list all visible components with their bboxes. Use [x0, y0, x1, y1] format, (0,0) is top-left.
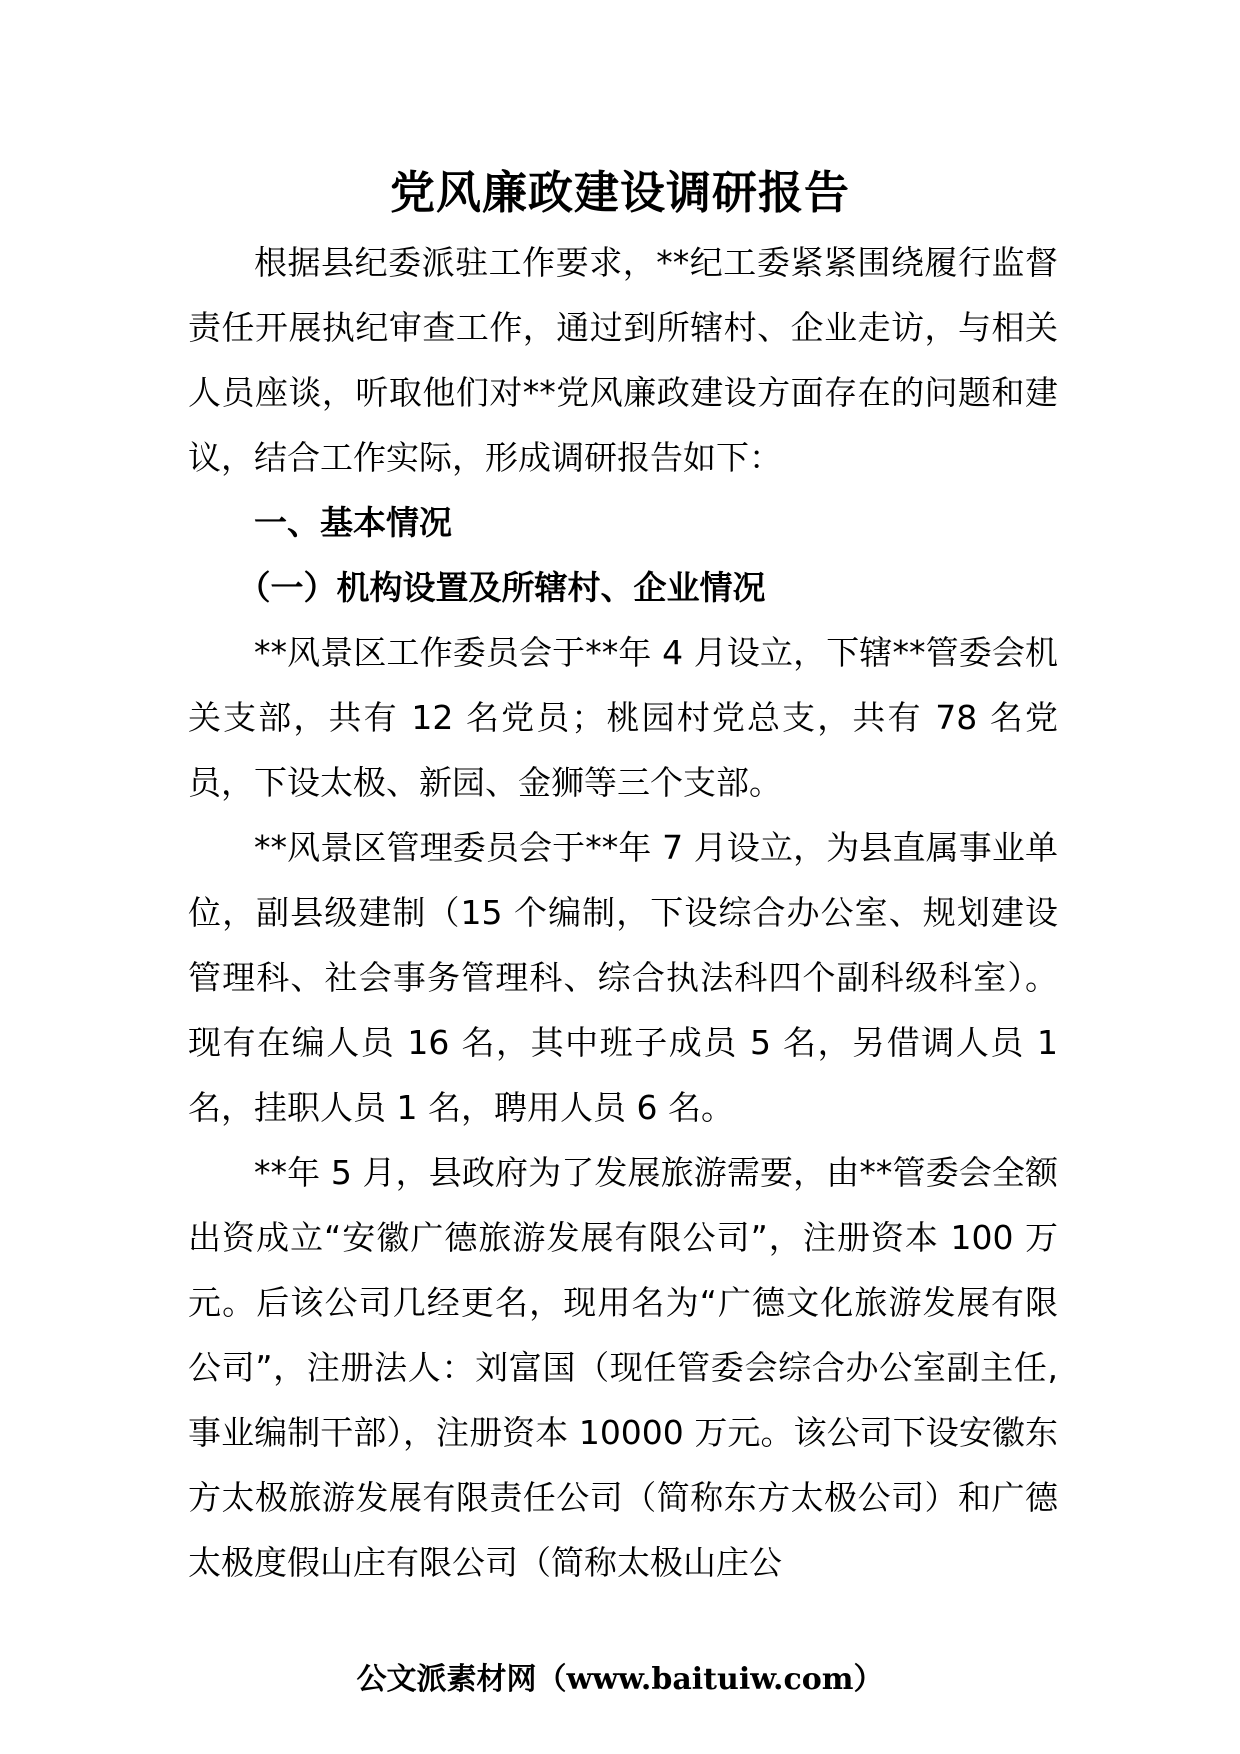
- document-body: [188, 230, 1058, 1595]
- footer-source: 公文派素材网（www.baituiw.com）: [356, 1662, 884, 1697]
- paragraph-management-committee: **风景区管理委员会于**年 7 月设立，为县直属事业单位，副县级建制（15 个编制，下设综合办公室、规划建设管理科、社会事务管理科、综合执法科四个副科级科室）。现有在编人员 16 名，其中班子成员 5 名，另借调人员 1 名，挂职人员 1 名，聘用人员 6 名。: [188, 828, 1058, 1127]
- document-title: 党风廉政建设调研报告: [389, 166, 850, 219]
- section-heading-basic-situation: 一、基本情况: [254, 503, 452, 542]
- paragraph-tourism-company: **年 5 月，县政府为了发展旅游需要，由**管委会全额出资成立“安徽广德旅游发展有限公司”，注册资本 100 万元。后该公司几经更名，现用名为“广德文化旅游发展有限公司”，注册法人：刘富国（现任管委会综合办公室副主任,事业编制干部），注册资本 10000 万元。该公司下设安徽东方太极旅游发展有限责任公司（简称东方太极公司）和广德太极度假山庄有限公司（简称太极山庄公: [188, 1153, 1058, 1582]
- subsection-heading-organization: （一）机构设置及所辖村、企业情况: [237, 568, 766, 607]
- paragraph-work-committee: **风景区工作委员会于**年 4 月设立，下辖**管委会机关支部，共有 12 名党员；桃园村党总支，共有 78 名党员，下设太极、新园、金狮等三个支部。: [188, 633, 1058, 802]
- intro-paragraph: 根据县纪委派驻工作要求，**纪工委紧紧围绕履行监督责任开展执纪审查工作，通过到所辖村、企业走访，与相关人员座谈，听取他们对**党风廉政建设方面存在的问题和建议，结合工作实际，形成调研报告如下：: [188, 243, 1058, 477]
